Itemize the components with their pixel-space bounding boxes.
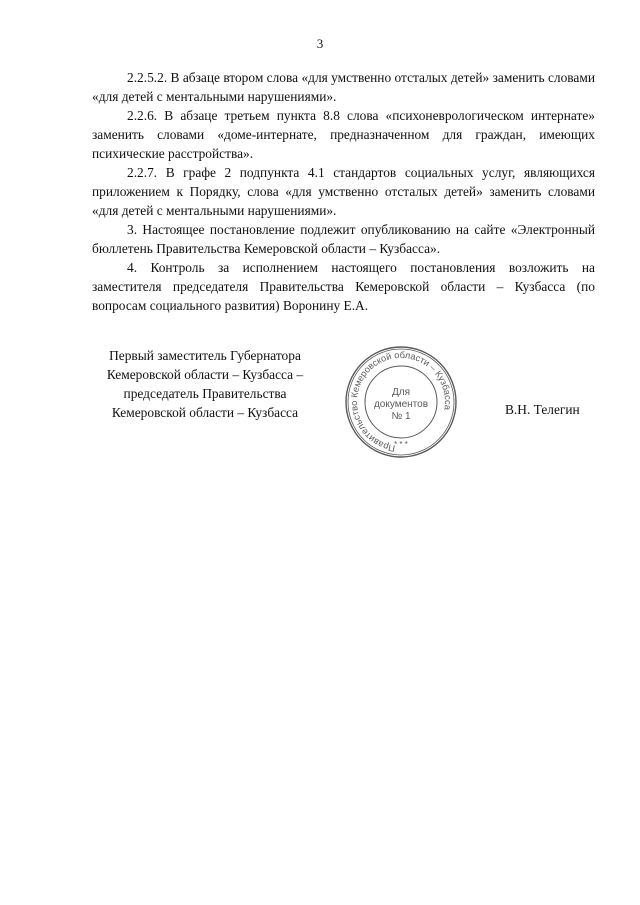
signatory-name: В.Н. Телегин xyxy=(505,402,580,417)
paragraph-2-2-5-2: 2.2.5.2. В абзаце втором слова «для умственно отсталых детей» заменить словами «для детей с ментальными нарушениями». xyxy=(92,70,595,104)
seal-icon xyxy=(343,344,459,460)
seal-center-line: № 1 xyxy=(391,411,411,422)
page-number: 3 xyxy=(316,36,324,51)
paragraph-2-2-6: 2.2.6. В абзаце третьем пункта 8.8 слова «психоневрологическом интернате» заменить словами «доме-интернате, предназначенном для граждан, имеющих психические расстройства». xyxy=(92,108,595,161)
position-line: Первый заместитель Губернатора xyxy=(109,348,301,363)
seal-center-line: документов xyxy=(373,399,429,410)
position-line: Кемеровской области – Кузбасса xyxy=(111,405,299,420)
paragraph-4: 4. Контроль за исполнением настоящего постановления возложить на заместителя председателя Правительства Кемеровской области – Кузбасса (по вопросам социального развития) Воронину Е.А. xyxy=(92,260,595,313)
position-line: председатель Правительства xyxy=(123,386,287,401)
signature-block xyxy=(0,346,640,476)
paragraph-3: 3. Настоящее постановление подлежит опубликованию на сайте «Электронный бюллетень Правительства Кемеровской области – Кузбасса». xyxy=(92,222,595,256)
official-seal-stamp xyxy=(343,344,459,460)
seal-stars: * * * xyxy=(394,440,408,449)
position-line: Кемеровской области – Кузбасса – xyxy=(106,367,304,382)
paragraph-2-2-7: 2.2.7. В графе 2 подпункта 4.1 стандартов социальных услуг, являющихся приложением к Порядку, слова «для умственно отсталых детей» заменить словами «для детей с ментальными нарушениями». xyxy=(92,165,595,218)
signatory-position xyxy=(80,346,330,422)
seal-center-line: Для xyxy=(391,387,411,398)
seal-ring-text: Правительство Кемеровской области – Кузбасса xyxy=(348,349,454,454)
document-body xyxy=(92,68,595,315)
